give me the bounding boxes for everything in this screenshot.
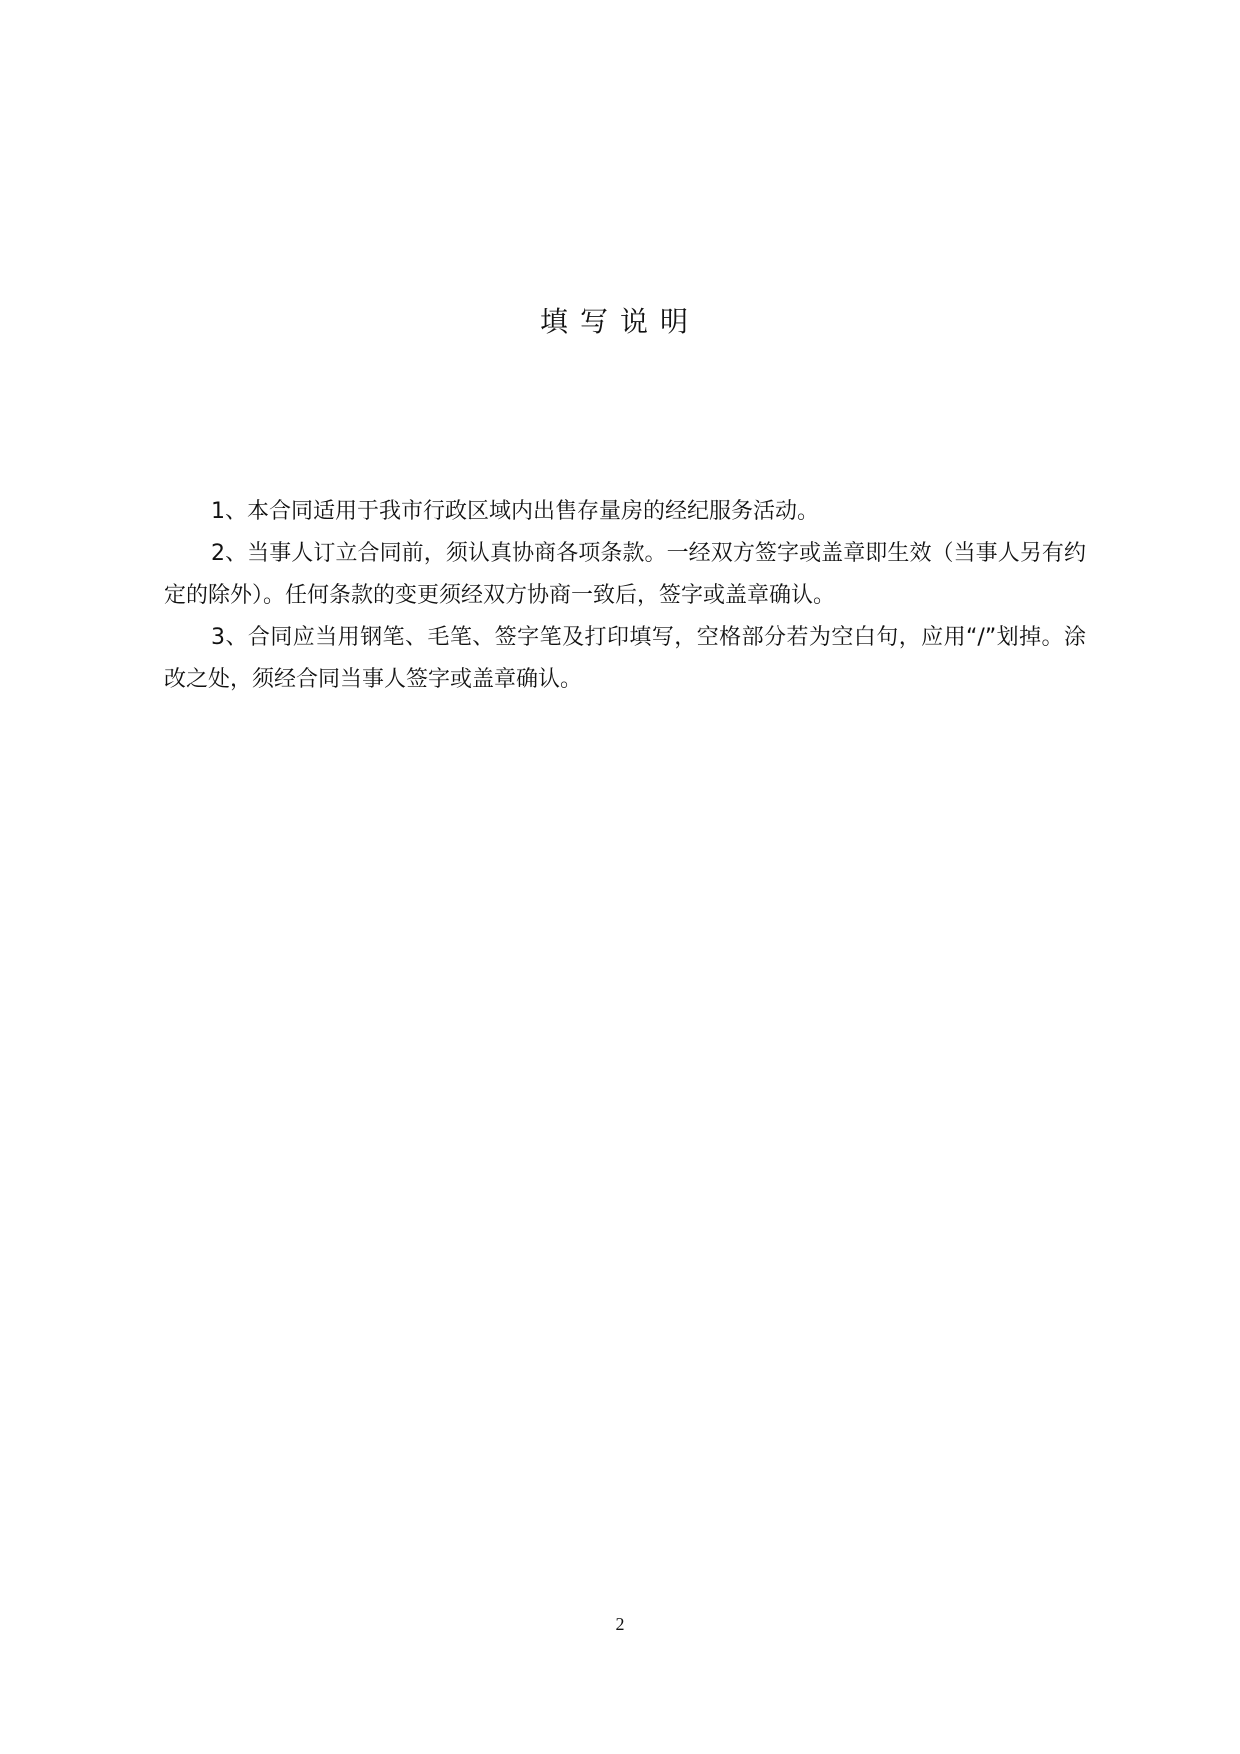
instruction-paragraph-2: 2、当事人订立合同前，须认真协商各项条款。一经双方签字或盖章即生效（当事人另有约定的除外）。任何条款的变更须经双方协商一致后，签字或盖章确认。 — [164, 541, 1086, 608]
page-title: 填写说明 — [539, 305, 700, 338]
instruction-paragraph-1: 1、本合同适用于我市行政区域内出售存量房的经纪服务活动。 — [211, 499, 819, 524]
instruction-paragraph-3: 3、合同应当用钢笔、毛笔、签字笔及打印填写，空格部分若为空白句，应用“/”划掉。涂改之处，须经合同当事人签字或盖章确认。 — [164, 625, 1086, 692]
page-number: 2 — [615, 1614, 625, 1634]
instructions-body — [164, 491, 1086, 701]
